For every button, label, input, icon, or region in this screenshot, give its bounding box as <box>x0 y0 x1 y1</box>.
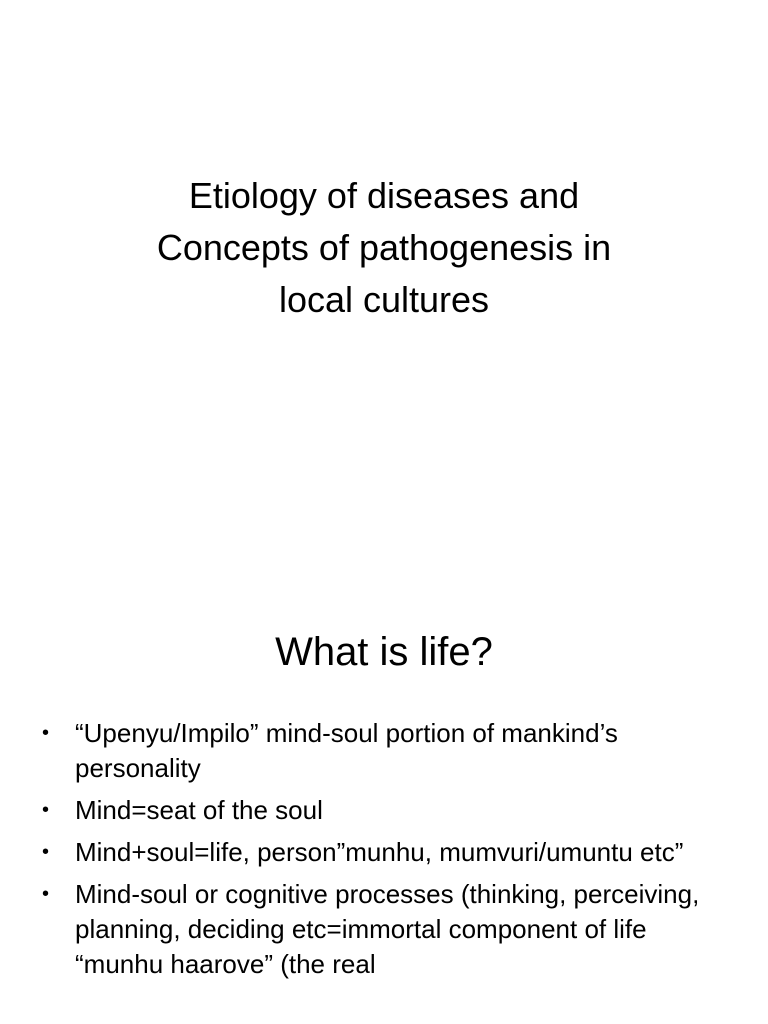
bullet-text: Mind=seat of the soul <box>75 795 323 825</box>
bullet-icon: • <box>42 722 50 744</box>
bullet-icon: • <box>42 841 50 863</box>
title-line: Etiology of diseases and <box>188 175 580 216</box>
bullet-icon: • <box>42 799 50 821</box>
title-line: Concepts of pathogenesis in <box>156 227 612 268</box>
list-item <box>40 877 740 982</box>
list-item <box>40 716 740 786</box>
bullet-text: Mind+soul=life, person”munhu, mumvuri/umuntu etc” <box>75 837 684 867</box>
slide-heading: What is life? <box>275 630 493 674</box>
list-item <box>40 793 740 828</box>
slide-title <box>0 170 768 326</box>
bullet-icon: • <box>42 883 50 905</box>
title-line: local cultures <box>278 279 490 320</box>
bullet-list <box>40 716 740 989</box>
list-item <box>40 835 740 870</box>
content-slide <box>0 576 768 1024</box>
bullet-text: Mind-soul or cognitive processes (thinking, perceiving, planning, deciding etc=immortal component of life “munhu haarove” (the real <box>75 879 700 979</box>
bullet-text: “Upenyu/Impilo” mind-soul portion of mankind’s personality <box>75 718 618 783</box>
